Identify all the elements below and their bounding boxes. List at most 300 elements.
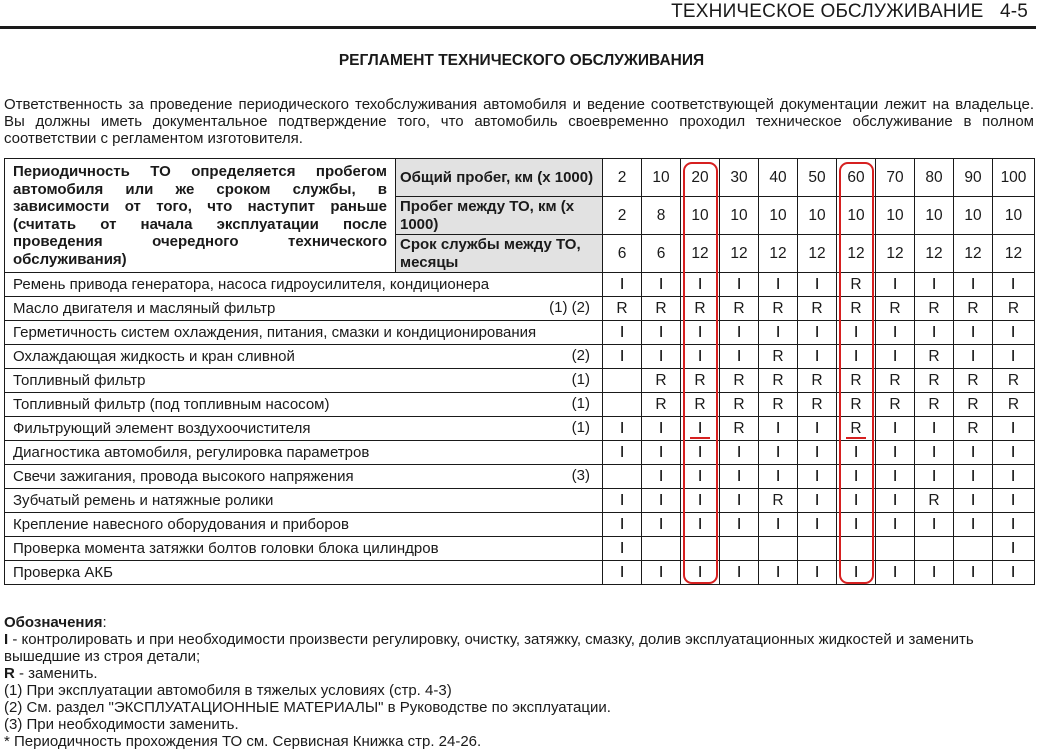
mark-inspect: I [620, 323, 624, 341]
mark-cell [720, 345, 759, 369]
mark-cell [720, 489, 759, 513]
mark-inspect: I [854, 491, 858, 509]
mark-cell [642, 465, 681, 489]
mark-inspect: I [620, 347, 624, 365]
header-value: 6 [603, 235, 642, 273]
header-value: 30 [720, 159, 759, 197]
intro-paragraph: Ответственность за проведение периодического техобслуживания автомобиля и ведение соответствующей документации лежит на владельце. Вы должны иметь документальное подтверждение того, что автомобиль своевременно проходил техническое обслуживание в полном соответствии с регламентом изготовителя. [4, 96, 1034, 147]
mark-cell [798, 321, 837, 345]
mark-inspect: I [659, 275, 663, 293]
mark-replace: R [850, 419, 862, 437]
header-value: 12 [759, 235, 798, 273]
mark-cell [759, 561, 798, 585]
header-value: 12 [798, 235, 837, 273]
mark-inspect: I [815, 419, 819, 437]
mark-inspect: I [620, 443, 624, 461]
mark-inspect: I [932, 563, 936, 581]
mark-cell [720, 321, 759, 345]
mark-cell [720, 369, 759, 393]
task-cell [5, 417, 603, 441]
mark-inspect: I [815, 443, 819, 461]
mark-cell [915, 321, 954, 345]
mark-cell [876, 417, 915, 441]
mark-cell [954, 273, 993, 297]
legend-note-1: (1) При эксплуатации автомобиля в тяжелых условиях (стр. 4-3) [4, 682, 452, 699]
mark-cell [993, 489, 1035, 513]
mark-cell [915, 297, 954, 321]
table-row [5, 441, 1035, 465]
mark-cell [993, 537, 1035, 561]
mark-replace: R [889, 299, 901, 317]
mark-cell [993, 465, 1035, 489]
mark-inspect: I [854, 323, 858, 341]
mark-inspect: I [932, 275, 936, 293]
mark-cell [759, 441, 798, 465]
mark-replace: R [772, 491, 784, 509]
mark-cell [798, 393, 837, 417]
table-row [5, 417, 1035, 441]
header-value: 12 [681, 235, 720, 273]
mark-replace: R [1007, 299, 1020, 317]
table-row [5, 273, 1035, 297]
mark-cell [954, 321, 993, 345]
mark-cell [798, 369, 837, 393]
mark-cell [642, 345, 681, 369]
mark-cell [993, 273, 1035, 297]
task-cell [5, 441, 603, 465]
table-row [5, 393, 1035, 417]
legend-title-colon: : [102, 614, 107, 631]
mark-inspect: I [737, 563, 741, 581]
mark-cell [876, 465, 915, 489]
task-name: Герметичность систем охлаждения, питания, смазки и кондиционирования [13, 324, 537, 341]
mark-replace: R [616, 299, 628, 317]
mark-replace: R [928, 491, 940, 509]
mark-cell [603, 393, 642, 417]
header-value: 12 [837, 235, 876, 273]
mark-cell [603, 297, 642, 321]
mark-cell [603, 369, 642, 393]
mark-replace: R [811, 371, 823, 389]
schedule-rule-text: Периодичность ТО определяется пробегом автомобиля или же сроком службы, в зависимости от того, что наступит раньше (считать от начала эксплуатации после проведения очередного технического обслуживания) [5, 159, 396, 273]
mark-cell [642, 393, 681, 417]
mark-cell [642, 321, 681, 345]
mark-inspect: I [737, 323, 741, 341]
mark-replace: R [928, 347, 940, 365]
mark-inspect: I [620, 515, 624, 533]
mark-cell [642, 489, 681, 513]
header-value: 12 [915, 235, 954, 273]
mark-cell [993, 393, 1035, 417]
header-value: 10 [915, 197, 954, 235]
mark-cell [642, 273, 681, 297]
mark-cell [954, 297, 993, 321]
mark-cell [954, 537, 993, 561]
mark-inspect: I [620, 275, 624, 293]
mark-cell [759, 465, 798, 489]
task-note: (1) (2) [549, 299, 590, 316]
task-cell [5, 273, 603, 297]
mark-cell [720, 417, 759, 441]
mark-inspect: I [659, 563, 663, 581]
mark-cell [642, 369, 681, 393]
header-value: 60 [837, 159, 876, 197]
mark-inspect: I [893, 563, 897, 581]
section-name: ТЕХНИЧЕСКОЕ ОБСЛУЖИВАНИЕ [671, 1, 984, 22]
mark-inspect: I [659, 515, 663, 533]
task-note: (3) [571, 467, 590, 484]
mark-inspect: I [659, 491, 663, 509]
mark-inspect: I [854, 515, 858, 533]
mark-inspect: I [737, 275, 741, 293]
header-value: 10 [681, 197, 720, 235]
mark-inspect: I [659, 443, 663, 461]
legend-note-3: (3) При необходимости заменить. [4, 716, 239, 733]
task-cell [5, 297, 603, 321]
mark-cell [603, 537, 642, 561]
mark-inspect: I [1011, 539, 1016, 557]
mark-replace: R [733, 395, 745, 413]
table-row [5, 465, 1035, 489]
mark-inspect: I [698, 347, 702, 365]
mark-inspect: I [932, 419, 936, 437]
mark-inspect: I [776, 515, 780, 533]
task-name: Топливный фильтр (под топливным насосом) [13, 396, 330, 413]
mark-replace: R [772, 371, 784, 389]
mark-inspect: I [932, 515, 936, 533]
task-note: (1) [571, 419, 590, 436]
mark-replace: R [967, 371, 979, 389]
mark-inspect: I [776, 563, 780, 581]
mark-inspect: I [971, 347, 975, 365]
mark-inspect: I [893, 323, 897, 341]
mark-inspect: I [971, 563, 975, 581]
mark-cell [954, 561, 993, 585]
task-name: Свечи зажигания, провода высокого напряжения [13, 468, 354, 485]
mark-replace: R [655, 395, 667, 413]
mark-inspect: I [815, 467, 819, 485]
mark-cell [954, 417, 993, 441]
mark-inspect: I [893, 491, 897, 509]
mark-inspect: I [1011, 491, 1016, 509]
mark-inspect: I [854, 347, 858, 365]
mark-inspect: I [893, 419, 897, 437]
mark-replace: R [772, 347, 784, 365]
task-name: Проверка момента затяжки болтов головки блока цилиндров [13, 540, 439, 557]
mark-cell [876, 489, 915, 513]
highlight-underline-20 [690, 437, 710, 439]
mark-inspect: I [893, 515, 897, 533]
header-value: 80 [915, 159, 954, 197]
document-title: РЕГЛАМЕНТ ТЕХНИЧЕСКОГО ОБСЛУЖИВАНИЯ [338, 52, 705, 69]
mark-cell [720, 537, 759, 561]
mark-cell [915, 489, 954, 513]
mark-inspect: I [620, 563, 624, 581]
mark-replace: R [889, 395, 901, 413]
mark-inspect: I [971, 275, 975, 293]
header-value: 12 [876, 235, 915, 273]
mark-cell [642, 297, 681, 321]
mark-inspect: I [776, 467, 780, 485]
mark-replace: R [928, 395, 940, 413]
mark-inspect: I [698, 563, 702, 581]
header-value: 2 [603, 159, 642, 197]
page-number: 4-5 [999, 1, 1028, 22]
task-name: Диагностика автомобиля, регулировка параметров [13, 444, 370, 461]
table-row [5, 297, 1035, 321]
mark-cell [603, 321, 642, 345]
mark-inspect: I [854, 443, 858, 461]
task-name: Проверка АКБ [13, 564, 113, 581]
mark-cell [915, 417, 954, 441]
mark-cell [954, 393, 993, 417]
mark-inspect: I [854, 563, 858, 581]
mark-replace: R [850, 299, 862, 317]
mark-replace: R [889, 371, 901, 389]
mark-cell [954, 345, 993, 369]
mark-replace: R [694, 371, 706, 389]
mark-inspect: I [698, 491, 702, 509]
mark-inspect: I [971, 515, 975, 533]
mark-inspect: I [1011, 467, 1016, 485]
header-row [5, 159, 1035, 197]
header-value: 20 [681, 159, 720, 197]
legend [4, 614, 1036, 750]
mark-cell [798, 465, 837, 489]
mark-inspect: I [971, 323, 975, 341]
mark-cell [759, 393, 798, 417]
mark-replace: R [733, 371, 745, 389]
table-row [5, 489, 1035, 513]
mark-cell [876, 561, 915, 585]
mark-inspect: I [1011, 515, 1016, 533]
mark-cell [798, 441, 837, 465]
mark-inspect: I [620, 419, 624, 437]
mark-inspect: I [659, 419, 663, 437]
header-value: 12 [993, 235, 1035, 273]
mark-cell [720, 297, 759, 321]
header-value: 6 [642, 235, 681, 273]
task-cell [5, 369, 603, 393]
mark-inspect: I [971, 467, 975, 485]
highlight-underline-60 [846, 437, 866, 439]
mark-replace: R [694, 299, 706, 317]
mark-cell [720, 441, 759, 465]
mark-cell [798, 561, 837, 585]
header-value: 10 [993, 197, 1035, 235]
header-value: 70 [876, 159, 915, 197]
mark-cell [993, 441, 1035, 465]
mark-inspect: I [815, 563, 819, 581]
mark-inspect: I [893, 347, 897, 365]
header-label: Срок службы между ТО, месяцы [396, 235, 603, 273]
mark-inspect: I [1011, 419, 1016, 437]
mark-cell [759, 321, 798, 345]
mark-inspect: I [737, 467, 741, 485]
task-name: Фильтрующий элемент воздухоочистителя [13, 420, 311, 437]
header-label: Общий пробег, км (х 1000) [396, 159, 603, 197]
task-name: Ремень привода генератора, насоса гидроусилителя, кондиционера [13, 276, 490, 293]
task-cell [5, 489, 603, 513]
task-cell [5, 537, 603, 561]
task-cell [5, 561, 603, 585]
mark-cell [915, 561, 954, 585]
mark-inspect: I [659, 323, 663, 341]
mark-cell [954, 513, 993, 537]
mark-inspect: I [1011, 275, 1016, 293]
mark-cell [993, 513, 1035, 537]
mark-inspect: I [776, 419, 780, 437]
mark-replace: R [850, 371, 862, 389]
highlight-frame-60 [839, 162, 874, 585]
mark-replace: R [967, 395, 979, 413]
mark-replace: R [811, 299, 823, 317]
mark-cell [798, 537, 837, 561]
mark-replace: R [733, 299, 745, 317]
mark-inspect: I [620, 491, 624, 509]
mark-inspect: I [737, 515, 741, 533]
mark-cell [876, 273, 915, 297]
task-cell [5, 345, 603, 369]
mark-cell [798, 417, 837, 441]
mark-cell [603, 489, 642, 513]
task-name: Топливный фильтр [13, 372, 146, 389]
mark-cell [876, 393, 915, 417]
legend-r [4, 665, 1036, 682]
mark-cell [954, 369, 993, 393]
header-value: 12 [720, 235, 759, 273]
mark-cell [798, 513, 837, 537]
mark-cell [993, 297, 1035, 321]
mark-inspect: I [932, 443, 936, 461]
mark-cell [798, 297, 837, 321]
legend-footnote: * Периодичность прохождения ТО см. Сервисная Книжка стр. 24-26. [4, 733, 482, 750]
task-cell [5, 321, 603, 345]
header-value: 10 [837, 197, 876, 235]
mark-inspect: I [698, 323, 702, 341]
mark-inspect: I [932, 323, 936, 341]
mark-cell [993, 345, 1035, 369]
mark-cell [993, 369, 1035, 393]
header-value: 10 [876, 197, 915, 235]
mark-inspect: I [776, 323, 780, 341]
mark-cell [915, 465, 954, 489]
mark-inspect: I [1011, 323, 1016, 341]
mark-cell [720, 273, 759, 297]
mark-replace: R [928, 371, 940, 389]
mark-replace: R [850, 275, 862, 293]
task-cell [5, 513, 603, 537]
table-row [5, 561, 1035, 585]
mark-inspect: I [737, 443, 741, 461]
maintenance-schedule-table [4, 158, 1035, 585]
header-value: 8 [642, 197, 681, 235]
header-value: 10 [642, 159, 681, 197]
mark-inspect: I [815, 275, 819, 293]
mark-cell [603, 345, 642, 369]
mark-replace: R [772, 299, 784, 317]
legend-i-key: I [4, 631, 9, 648]
legend-r-text: - заменить. [14, 665, 98, 682]
table-row [5, 345, 1035, 369]
mark-replace: R [967, 419, 979, 437]
mark-inspect: I [1011, 347, 1016, 365]
mark-cell [603, 441, 642, 465]
mark-inspect: I [815, 323, 819, 341]
mark-inspect: I [893, 275, 897, 293]
mark-replace: R [811, 395, 823, 413]
mark-replace: R [928, 299, 940, 317]
legend-title: Обозначения [4, 614, 103, 631]
header-value: 40 [759, 159, 798, 197]
mark-cell [798, 273, 837, 297]
mark-cell [720, 465, 759, 489]
mark-cell [720, 393, 759, 417]
mark-cell [759, 417, 798, 441]
mark-cell [642, 513, 681, 537]
mark-cell [876, 513, 915, 537]
header-value: 50 [798, 159, 837, 197]
mark-replace: R [655, 299, 667, 317]
mark-cell [915, 513, 954, 537]
mark-cell [954, 465, 993, 489]
section-title [671, 1, 1028, 23]
mark-cell [642, 417, 681, 441]
mark-cell [993, 417, 1035, 441]
mark-cell [915, 273, 954, 297]
header-value: 10 [954, 197, 993, 235]
mark-replace: R [733, 419, 745, 437]
table-row [5, 321, 1035, 345]
task-note: (2) [571, 347, 590, 364]
page-header [0, 0, 1036, 29]
mark-cell [876, 345, 915, 369]
mark-replace: R [655, 371, 667, 389]
mark-inspect: I [815, 347, 819, 365]
mark-inspect: I [815, 491, 819, 509]
mark-cell [915, 345, 954, 369]
header-value: 12 [954, 235, 993, 273]
mark-cell [720, 513, 759, 537]
mark-inspect: I [932, 467, 936, 485]
header-value: 10 [720, 197, 759, 235]
mark-cell [876, 441, 915, 465]
header-value: 10 [759, 197, 798, 235]
mark-cell [915, 537, 954, 561]
mark-cell [993, 321, 1035, 345]
mark-replace: R [1007, 371, 1020, 389]
task-name: Масло двигателя и масляный фильтр [13, 300, 276, 317]
mark-cell [759, 489, 798, 513]
mark-inspect: I [854, 467, 858, 485]
table-row [5, 513, 1035, 537]
mark-replace: R [772, 395, 784, 413]
mark-inspect: I [893, 467, 897, 485]
mark-cell [876, 297, 915, 321]
mark-cell [954, 441, 993, 465]
mark-inspect: I [971, 491, 975, 509]
mark-cell [603, 561, 642, 585]
mark-cell [876, 369, 915, 393]
mark-cell [915, 393, 954, 417]
mark-cell [915, 369, 954, 393]
mark-cell [720, 561, 759, 585]
legend-r-key: R [4, 665, 15, 682]
mark-cell [759, 369, 798, 393]
mark-cell [876, 321, 915, 345]
mark-cell [759, 297, 798, 321]
mark-inspect: I [698, 467, 702, 485]
